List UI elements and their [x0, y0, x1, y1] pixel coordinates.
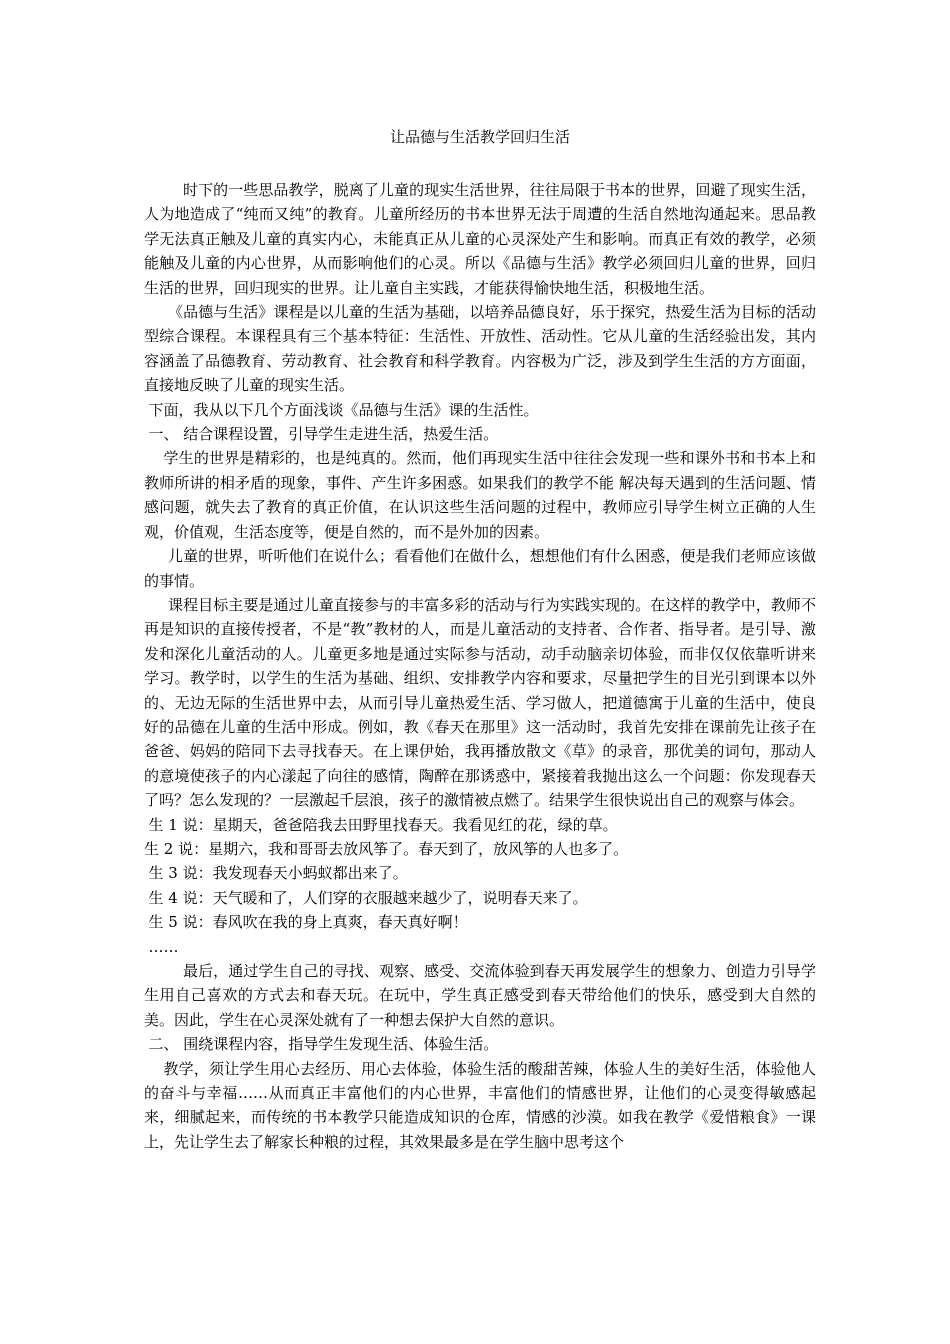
document-page: [144, 126, 816, 1154]
paragraph: 课程目标主要是通过儿童直接参与的丰富多彩的活动与行为实践实现的。在这样的教学中，教师不再是知识的直接传授者，不是“教”教材的人，而是儿童活动的支持者、合作者、指导者。是引导、激发和深化儿童活动的人。儿童更多地是通过实际参与活动，动手动脑亲切体验，而非仅仅依靠听讲来学习。教学时，以学生的生活为基础、组织、安排教学内容和要求，尽量把学生的目光引到课本以外的、无边无际的生活世界中去，从而引导儿童热爱生活、学习做人，把道德寓于儿童的生活中，使良好的品德在儿童的生活中形成。例如，教《春天在那里》这一活动时，我首先安排在课前先让孩子在爸爸、妈妈的陪同下去寻找春天。在上课伊始，我再播放散文《草》的录音，那优美的词句，那动人的意境使孩子的内心漾起了向往的感情，陶醉在那诱惑中，紧接着我抛出这么一个问题：你发现春天了吗？怎么发现的？一层激起千层浪，孩子的激情被点燃了。结果学生很快说出自己的观察与体会。: [144, 595, 816, 810]
paragraph: 最后，通过学生自己的寻找、观察、感受、交流体验到春天再发展学生的想象力、创造力引导学生用自己喜欢的方式去和春天玩。在玩中，学生真正感受到春天带给他们的快乐，感受到大自然的美。因此，学生在心灵深处就有了一种想去保护大自然的意识。: [144, 962, 816, 1029]
paragraph: 《品德与生活》课程是以儿童的生活为基础，以培养品德良好，乐于探究，热爱生活为目标的活动型综合课程。本课程具有三个基本特征：生活性、开放性、活动性。它从儿童的生活经验出发，其内容涵盖了品德教育、劳动教育、社会教育和科学教育。内容极为广泛，涉及到学生生活的方方面面，直接地反映了儿童的现实生活。: [144, 303, 816, 395]
paragraph: 生 2 说：星期六，我和哥哥去放风筝了。春天到了，放风筝的人也多了。: [144, 839, 629, 858]
paragraph: 生 3 说：我发现春天小蚂蚁都出来了。: [148, 864, 408, 883]
paragraph: ……: [148, 937, 179, 956]
document-title: 让品德与生活教学回归生活: [389, 128, 570, 146]
document-body: [144, 178, 816, 1154]
paragraph: 教学，须让学生用心去经历、用心去体验，体验生活的酸甜苦辣，体验人生的美好生活，体验他人的奋斗与幸福……从而真正丰富他们的内心世界，丰富他们的情感世界，让他们的心灵变得敏感起来，细腻起来，而传统的书本教学只能造成知识的仓库，情感的沙漠。如我在教学《爱惜粮食》一课上，先让学生去了解家长种粮的过程，其效果最多是在学生脑中思考这个: [144, 1059, 816, 1151]
paragraph: 儿童的世界，听听他们在说什么；看看他们在做什么，想想他们有什么困惑，便是我们老师应该做的事情。: [144, 547, 816, 590]
paragraph: 生 1 说：星期天，爸爸陪我去田野里找春天。我看见红的花，绿的草。: [148, 815, 618, 834]
paragraph: 学生的世界是精彩的，也是纯真的。然而，他们再现实生活中往往会发现一些和课外书和书本上和教师所讲的相矛盾的现象，事件、产生许多困惑。如果我们的教学不能 解决每天遇到的生活问题、情感问题，就失去了教育的真正价值，在认识这些生活问题的过程中，教师应引导学生树立正确的人生观，价值观，生活态度等，便是自然的，而不是外加的因素。: [144, 449, 816, 541]
paragraph: 生 5 说：春风吹在我的身上真爽，春天真好啊！: [148, 913, 468, 932]
paragraph: 时下的一些思品教学，脱离了儿童的现实生活世界，往往局限于书本的世界，回避了现实生活，人为地造成了“纯而又纯”的教育。儿童所经历的书本世界无法于周遭的生活自然地沟通起来。思品教学无法真正触及儿童的真实内心，未能真正从儿童的心灵深处产生和影响。而真正有效的教学，必须能触及儿童的内心世界，从而影响他们的心灵。所以《品德与生活》教学必须回归儿童的世界，回归生活的世界，回归现实的世界。让儿童自主实践，才能获得愉快地生活，积极地生活。: [144, 181, 816, 297]
paragraph: 下面，我从以下几个方面浅谈《品德与生活》课的生活性。: [148, 400, 539, 419]
paragraph: 二、 围绕课程内容，指导学生发现生活、体验生活。: [148, 1035, 499, 1054]
paragraph: 一、 结合课程设置，引导学生走进生活，热爱生活。: [148, 425, 499, 444]
paragraph: 生 4 说：天气暖和了，人们穿的衣服越来越少了，说明春天来了。: [148, 888, 588, 907]
